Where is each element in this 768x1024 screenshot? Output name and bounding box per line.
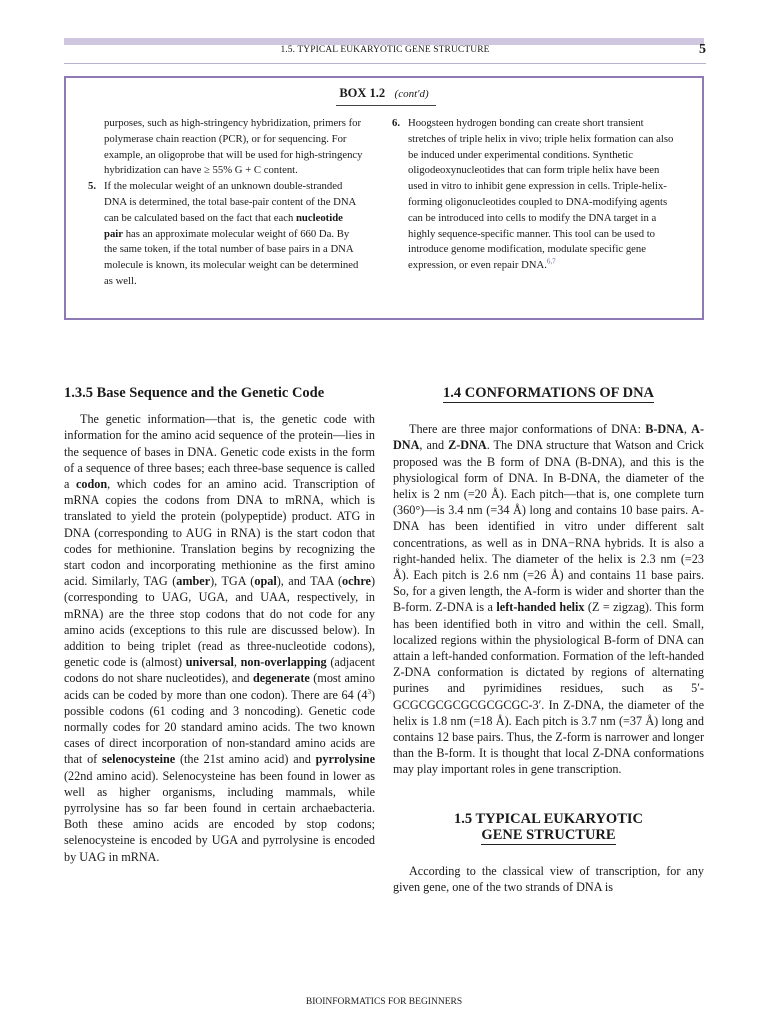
- left-column: [64, 385, 375, 865]
- page-number: 5: [699, 42, 706, 57]
- section-heading-1-5: 1.5 TYPICAL EUKARYOTIC GENE STRUCTURE: [454, 810, 643, 843]
- running-footer: BIOINFORMATICS FOR BEGINNERS: [305, 997, 463, 1007]
- box-title-rule: [336, 105, 436, 106]
- genetic-code-paragraph: The genetic information—that is, the genetic code with information for the amino acid sequence of the protein—lies in the sequence of bases in DNA. Genetic code exists in the form of a sequence of three bases; each three-base sequence is called a codon, which codes for an amino acid. Transcription of mRNA copies the codons from DNA to mRNA, which is translated to yield the protein (polypeptide) product. ATG in DNA (corresponding to AUG in RNA) is the start codon that codes for methionine. Translation begins by recognizing the start codon and incorporating methionine as the first amino acid. Similarly, TAG (amber), TGA (opal), and TAA (ochre) (corresponding to UAG, UGA, and UAA, respectively, in mRNA) are the three stop codons that do not code for any amino acids (exceptions to this rule are discussed below). In addition to being triplet (read as three-nucleotide codons), genetic code is (almost) universal, non-overlapping (adjacent codons do not share nucleotides), and degenerate (most amino acids can be coded by more than one codon). There are 64 $(4^3)$ possible codons (61 coding and 3 noncoding). Genetic code normally codes for 20 standard amino acids. The two known cases of direct incorporation of non-standard amino acids are that of selenocysteine (the 21st amino acid) and pyrrolysine (22nd amino acid). Selenocysteine has been found in lower as well as higher organisms, including mammals, while pyrrolysine has so far been found in certain archaebacteria. Both these amino acids are encoded by stop codons; selenocysteine is encoded by UGA and pyrrolysine is encoded by UAG in mRNA.: [64, 412, 376, 864]
- section-heading-1-3-5: 1.3.5 Base Sequence and the Genetic Code: [64, 385, 325, 401]
- running-title: 1.5. TYPICAL EUKARYOTIC GENE STRUCTURE: [280, 45, 490, 55]
- box-right-column: [392, 116, 677, 274]
- box-1-2: [64, 76, 704, 320]
- citation-ref[interactable]: 6,7: [546, 257, 556, 266]
- section-heading-1-4: 1.4 CONFORMATIONS OF DNA: [442, 385, 655, 401]
- box-continuation: purposes, such as high-stringency hybridization, primers for polymerase chain reaction (PCR), or for sequencing. For example, an oligoprobe that will be used for high-stringency hybridization can have ≥ 55% G + C content.: [104, 117, 363, 177]
- conformations-paragraph: There are three major conformations of DNA: B-DNA, A-DNA, and Z-DNA. The DNA structure that Watson and Crick proposed was the B form of DNA (B-DNA), and this is the physiological form of DNA. In B-DNA, the diameter of the helix is 2 nm (=20 Å). Each pitch—that is, one complete turn (360°)—is 3.4 nm (=34 Å) long and contains 10 base pairs. A-DNA has been identified in vitro under different salt concentrations, as well as in DNA−RNA hybrids. It is also a right-handed helix. The diameter of the helix is 2.3 nm (=23 Å). Each pitch is 2.6 nm (=26 Å) and contains 11 base pairs. So, for a given length, the A-form is wider and shorter than the B-form. Z-DNA is a left-handed helix (Z = zigzag). This form has been identified both in vitro and within the cell. Small, localized regions within the physiological B-form of DNA can attain a left-handed conformation. Formation of the left-handed Z-DNA conformation is dictated by regions of alternating purines and pyrimidines residues, such as 5′-GCGCGCGCGCGCGCGC-3′. In Z-DNA, the diameter of the helix is 1.8 nm (=18 Å). Each pitch is 3.7 nm (=37 Å) long and contains 12 base pairs. Thus, the Z-form is narrower and longer than the B-form. It is thought that local Z-DNA conformations may play important roles in gene transcription.: [393, 422, 705, 777]
- header-rule: [64, 63, 706, 64]
- box-item-5: 5. If the molecular weight of an unknown double-stranded DNA is determined, the total base-pair content of the DNA can be calculated based on the fact that each nucleotide pair has an approximate molecular weight of 660 Da. By the same token, if the total number of base pairs in a DNA molecule is known, its molecular weight can be determined as well.: [88, 180, 359, 287]
- gene-structure-paragraph: According to the classical view of transcription, for any given gene, one of the two strands of DNA is: [393, 864, 704, 895]
- running-header: [64, 42, 706, 59]
- box-item-6: 6. Hoogsteen hydrogen bonding can create short transient stretches of triple helix in vivo; triple helix formation can also be induced under experimental conditions. Synthetic oligodeoxynucleotides that can form triple helix have been used in vitro to inhibit gene expression in cells. Triple-helix-forming oligonucleotides coupled to DNA-modifying agents can be introduced into cells to modify the DNA target in a highly sequence-specific manner. This tool can be used to introduce genome modification, modulate specific gene expression, or even repair DNA.$^{6,7}$: [392, 117, 674, 272]
- right-column: [393, 385, 704, 895]
- box-left-column: [88, 116, 364, 290]
- box-title: BOX 1.2 (cont'd): [339, 86, 429, 100]
- header-bar: [64, 38, 704, 45]
